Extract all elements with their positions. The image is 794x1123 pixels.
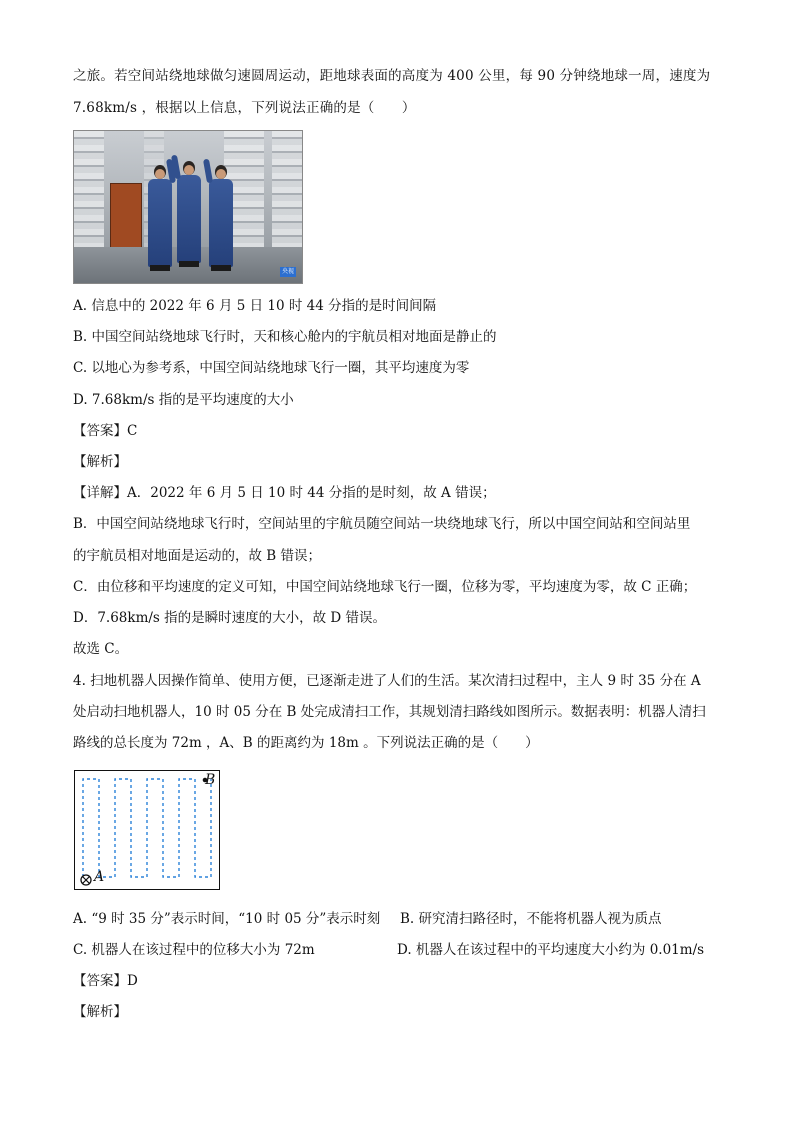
q3-answer: 【答案】C (73, 423, 138, 439)
q3-detail-line-1: 【详解】A．2022 年 6 月 5 日 10 时 44 分指的是时刻，故 A 错误； (73, 485, 496, 501)
tv-logo-badge: 央视 (281, 268, 294, 275)
q3-option-a: A. 信息中的 2022 年 6 月 5 日 10 时 44 分指的是时间间隔 (73, 298, 437, 314)
q3-detail-line-5: D．7.68km/s 指的是瞬时速度的大小，故 D 错误。 (73, 610, 387, 626)
q4-stem-line-1: 4. 扫地机器人因操作简单、使用方便，已逐渐走进了人们的生活。某次清扫过程中，主人 9 时 35 分在 A (73, 673, 701, 689)
astronaut-figure (209, 165, 233, 273)
q4-option-c: C. 机器人在该过程中的位移大小为 72m (73, 942, 315, 958)
q3-detail-line-2: B．中国空间站绕地球飞行时，空间站里的宇航员随空间站一块绕地球飞行，所以中国空间站和空间站里 (73, 516, 691, 532)
space-station-photo (73, 130, 303, 284)
q3-option-d: D. 7.68km/s 指的是平均速度的大小 (73, 392, 294, 408)
q4-stem-line-3: 路线的总长度为 72m ，A、B 的距离约为 18m 。下列说法正确的是（ ） (73, 735, 539, 751)
astronaut-figure (148, 165, 172, 273)
q3-detail-line-6: 故选 C。 (73, 641, 129, 657)
q4-option-a: A. “9 时 35 分”表示时间，“10 时 05 分”表示时刻 (73, 911, 381, 927)
q3-option-b: B. 中国空间站绕地球飞行时，天和核心舱内的宇航员相对地面是静止的 (73, 329, 497, 345)
point-b-label: B (205, 772, 216, 788)
q3-detail-line-4: C．由位移和平均速度的定义可知，中国空间站绕地球飞行一圈，位移为零，平均速度为零，故 C 正确； (73, 579, 697, 595)
point-a-label: A (94, 869, 105, 885)
robot-start-icon (81, 875, 91, 885)
q3-option-c: C. 以地心为参考系，中国空间站绕地球飞行一圈，其平均速度为零 (73, 360, 470, 376)
q3-analysis-label: 【解析】 (73, 454, 127, 470)
astronaut-figure (177, 161, 201, 269)
q4-analysis-label: 【解析】 (73, 1004, 127, 1020)
q4-stem-line-2: 处启动扫地机器人，10 时 05 分在 B 处完成清扫工作，其规划清扫路线如图所示。数据表明：机器人清扫 (73, 704, 706, 720)
q4-option-d: D. 机器人在该过程中的平均速度大小约为 0.01m/s (397, 942, 705, 958)
q3-detail-line-3: 的宇航员相对地面是运动的，故 B 错误； (73, 548, 322, 564)
q4-answer: 【答案】D (73, 973, 138, 989)
q4-option-b: B. 研究清扫路径时，不能将机器人视为质点 (400, 911, 662, 927)
q3-stem-line-1: 之旅。若空间站绕地球做匀速圆周运动，距地球表面的高度为 400 公里，每 90 分钟绕地球一周，速度为 (73, 68, 711, 84)
q3-stem-line-2: 7.68km/s ，根据以上信息，下列说法正确的是（ ） (73, 100, 416, 116)
